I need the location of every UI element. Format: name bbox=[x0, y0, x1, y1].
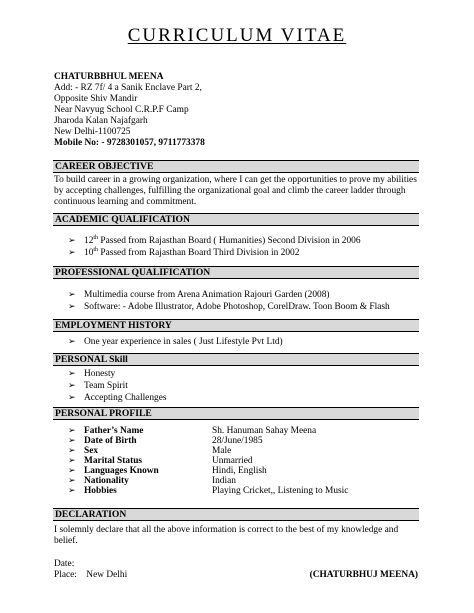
place-value: New Delhi bbox=[86, 570, 128, 580]
table-row: ➢ Languages Known Hindi, English bbox=[68, 466, 267, 476]
employment-list bbox=[68, 336, 283, 348]
place-line bbox=[54, 570, 127, 581]
address-line: Opposite Shiv Mandir bbox=[54, 94, 138, 104]
arrow-bullet-icon: ➢ bbox=[68, 486, 76, 496]
professional-list bbox=[68, 289, 390, 313]
section-heading-academic: ACADEMIC QUALIFICATION bbox=[53, 213, 419, 226]
list-item: ➢ 12th Passed from Rajasthan Board ( Humanities) Second Division in 2006 bbox=[68, 234, 361, 246]
date-label: Date: bbox=[54, 559, 75, 569]
list-item: ➢ One year experience in sales ( Just Lifestyle Pvt Ltd) bbox=[68, 337, 283, 347]
arrow-bullet-icon: ➢ bbox=[68, 369, 76, 379]
list-item: ➢ Software: - Adobe Illustrator, Adobe Photoshop, CorelDraw. Toon Boom & Flash bbox=[68, 302, 390, 312]
contact-block bbox=[54, 72, 205, 149]
section-heading-declaration: DECLARATION bbox=[53, 508, 419, 521]
candidate-name: CHATURBBHUL MEENA bbox=[54, 72, 164, 82]
arrow-bullet-icon: ➢ bbox=[68, 456, 76, 466]
declaration-text: I solemnly declare that all the above information is correct to the best of my knowledge and belief. bbox=[54, 525, 399, 546]
arrow-bullet-icon: ➢ bbox=[68, 426, 76, 436]
list-item: ➢ 10th Passed from Rajasthan Board Third Division in 2002 bbox=[68, 246, 300, 258]
arrow-bullet-icon: ➢ bbox=[68, 436, 76, 446]
arrow-bullet-icon: ➢ bbox=[68, 381, 76, 391]
arrow-bullet-icon: ➢ bbox=[68, 337, 76, 347]
section-heading-professional: PROFESSIONAL QUALIFICATION bbox=[53, 266, 419, 279]
list-item: ➢ Honesty bbox=[68, 369, 116, 379]
personal-skill-list bbox=[68, 368, 167, 404]
section-heading-personal-skill: PERSONAL Skill bbox=[53, 353, 419, 366]
section-heading-employment: EMPLOYMENT HISTORY bbox=[53, 319, 419, 332]
arrow-bullet-icon: ➢ bbox=[68, 393, 76, 403]
section-heading-personal-profile: PERSONAL PROFILE bbox=[53, 407, 419, 420]
career-objective-text: To build career in a growing organization, where I can get the opportunities to prove my abilities by accepting challenges, fulfilling the organizational goal and climb the career ladder through continuous learning and commitment. bbox=[54, 175, 417, 207]
arrow-bullet-icon: ➢ bbox=[68, 446, 76, 456]
mobile-number: Mobile No: - 9728301057, 9711773378 bbox=[54, 138, 205, 148]
section-heading-career-objective: CAREER OBJECTIVE bbox=[53, 160, 419, 173]
page-title: CURRICULUM VITAE bbox=[127, 25, 347, 46]
arrow-bullet-icon: ➢ bbox=[68, 466, 76, 476]
table-row: ➢ Marital Status Unmarried bbox=[68, 456, 253, 466]
table-row: ➢ Hobbies Playing Cricket,, Listening to Music bbox=[68, 486, 349, 496]
signature-name: (CHATURBHUJ MEENA) bbox=[309, 570, 418, 580]
address-line: Jharoda Kalan Najafgarh bbox=[54, 116, 148, 126]
academic-list bbox=[68, 235, 361, 259]
address-line: Near Navyug School C.R.P.F Camp bbox=[54, 105, 189, 115]
arrow-bullet-icon: ➢ bbox=[68, 236, 76, 246]
arrow-bullet-icon: ➢ bbox=[68, 290, 76, 300]
list-item: ➢ Multimedia course from Arena Animation Rajouri Garden (2008) bbox=[68, 290, 330, 300]
table-row: ➢ Date of Birth 28/June/1985 bbox=[68, 436, 263, 446]
place-label: Place: bbox=[54, 570, 77, 580]
arrow-bullet-icon: ➢ bbox=[68, 476, 76, 486]
table-row: ➢ Father’s Name Sh. Hanuman Sahay Meena bbox=[68, 426, 317, 436]
arrow-bullet-icon: ➢ bbox=[68, 302, 76, 312]
address-line: New Delhi-1100725 bbox=[54, 127, 131, 137]
address-line: Add: - RZ 7f/ 4 a Sanik Enclave Part 2, bbox=[54, 83, 202, 93]
list-item: ➢ Accepting Challenges bbox=[68, 393, 167, 403]
arrow-bullet-icon: ➢ bbox=[68, 248, 76, 258]
personal-profile-table bbox=[68, 426, 348, 496]
table-row: ➢ Sex Male bbox=[68, 446, 232, 456]
list-item: ➢ Team Spirit bbox=[68, 381, 128, 391]
table-row: ➢ Nationality Indian bbox=[68, 476, 236, 486]
